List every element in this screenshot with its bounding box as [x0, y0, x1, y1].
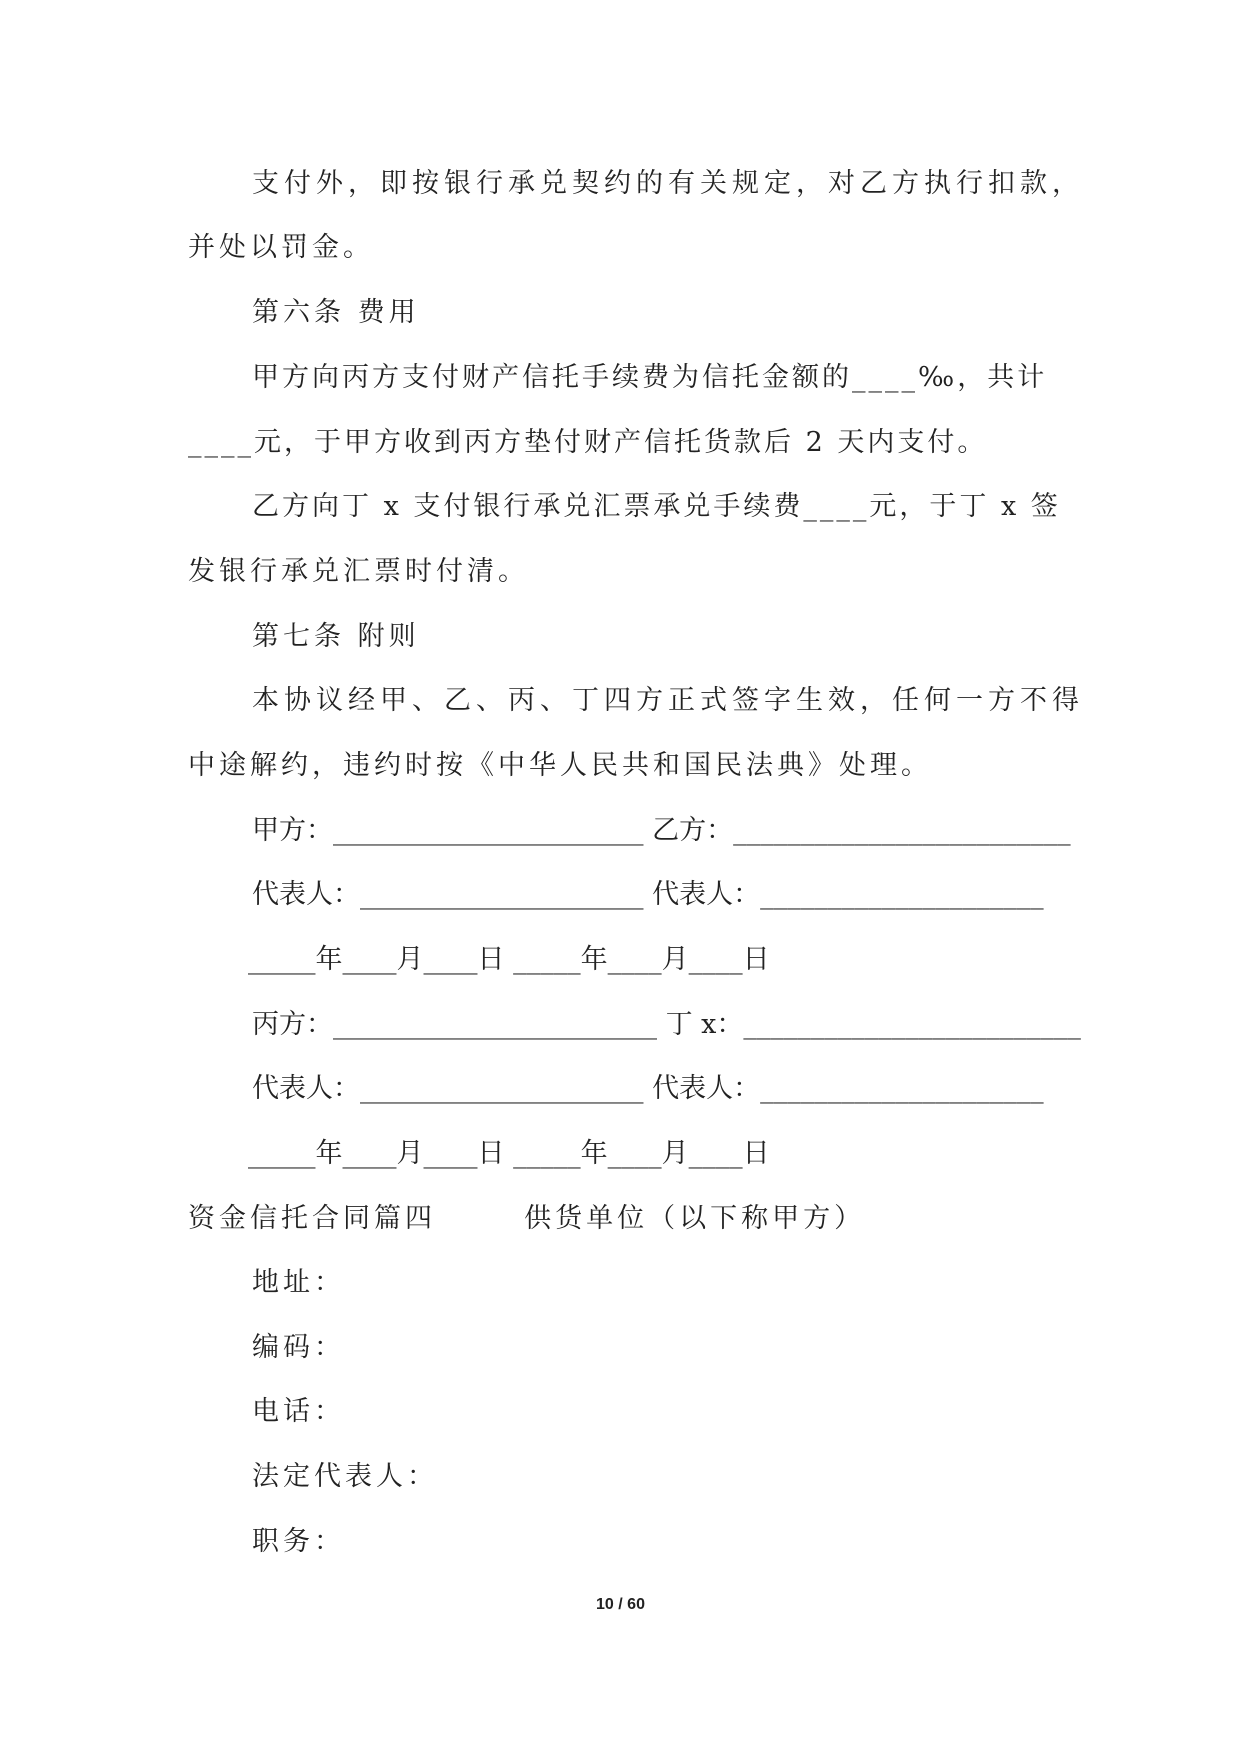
signature-line: 代表人：_____________________ 代表人：_____________________	[252, 1073, 1044, 1104]
text-line: 甲方向丙方支付财产信托手续费为信托金额的____‰，共计	[252, 362, 1048, 393]
text-line: 发银行承兑汇票时付清。	[188, 556, 529, 587]
text-line: 支付外，即按银行承兑契约的有关规定，对乙方执行扣款，	[252, 168, 1084, 199]
section-heading: 第六条 费用	[252, 297, 420, 328]
signature-line: 代表人：_____________________ 代表人：_____________________	[252, 879, 1044, 910]
text-line: 编码：	[252, 1332, 345, 1363]
text-line: 电话：	[252, 1396, 345, 1427]
text-line: 职务：	[252, 1526, 345, 1557]
text-line: 乙方向丁 x 支付银行承兑汇票承兑手续费____元，于丁 x 签	[252, 491, 1061, 522]
text-line: 资金信托合同篇四 供货单位（以下称甲方）	[188, 1203, 866, 1234]
text-line: 地址：	[252, 1267, 345, 1298]
text-line: 法定代表人：	[252, 1461, 438, 1492]
signature-line: 丙方：________________________ 丁 x：_________________________	[252, 1009, 1081, 1040]
text-line: 中途解约，违约时按《中华人民共和国民法典》处理。	[188, 750, 932, 781]
date-line: _____年____月____日 _____年____月____日	[248, 944, 770, 975]
page-number: 10 / 60	[596, 1596, 645, 1613]
text-line: 并处以罚金。	[188, 232, 374, 263]
text-line: ____元，于甲方收到丙方垫付财产信托货款后 2 天内支付。	[188, 427, 988, 458]
section-heading: 第七条 附则	[252, 621, 420, 652]
date-line: _____年____月____日 _____年____月____日	[248, 1138, 770, 1169]
text-line: 本协议经甲、乙、丙、丁四方正式签字生效，任何一方不得	[252, 685, 1084, 716]
signature-line: 甲方：_______________________ 乙方：_________________________	[252, 815, 1071, 846]
